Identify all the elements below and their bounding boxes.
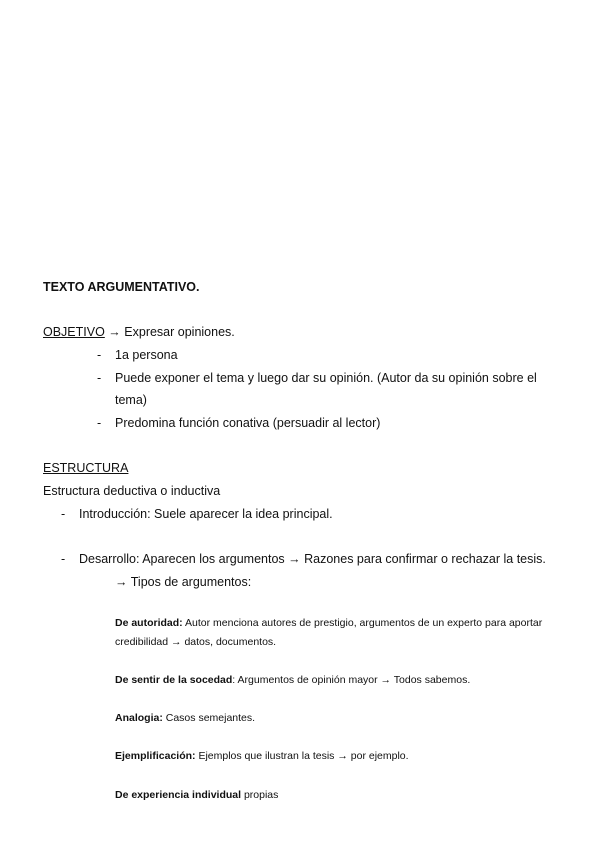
tipos-argumentos: → Tipos de argumentos: xyxy=(115,575,252,589)
argumento-text: : Argumentos de opinión mayor → Todos sabemos. xyxy=(232,674,471,686)
argumento-autoridad-cont: credibilidad → datos, documentos. xyxy=(115,636,277,648)
argumento-text: Casos semejantes. xyxy=(162,712,256,724)
document-title: TEXTO ARGUMENTATIVO. xyxy=(43,280,200,294)
estructura-item-introduccion: Introducción: Suele aparecer la idea principal. xyxy=(79,507,333,521)
argumento-term: De sentir de la socedad xyxy=(115,674,233,686)
argumento-term: De experiencia individual xyxy=(115,789,242,801)
argumento-ejemplificacion xyxy=(115,749,409,763)
objetivo-bullet-1: 1a persona xyxy=(115,348,178,362)
objetivo-heading xyxy=(43,324,235,340)
argumento-term: Analogia: xyxy=(115,712,163,724)
bullet-dash: - xyxy=(61,507,66,521)
objetivo-bullet-2: Puede exponer el tema y luego dar su opinión. (Autor da su opinión sobre el xyxy=(115,371,537,385)
objetivo-bullet-3: Predomina función conativa (persuadir al lector) xyxy=(115,416,381,430)
objetivo-bullet-2-cont: tema) xyxy=(115,393,147,407)
argumento-text: Ejemplos que ilustran la tesis → por ejemplo. xyxy=(195,750,409,762)
objetivo-label: OBJETIVO xyxy=(43,325,105,339)
estructura-label: ESTRUCTURA xyxy=(43,461,129,475)
argumento-term: De autoridad: xyxy=(115,617,183,629)
estructura-item-desarrollo: Desarrollo: Aparecen los argumentos → Razones para confirmar o rechazar la tesis. xyxy=(79,552,546,566)
estructura-subtitle: Estructura deductiva o inductiva xyxy=(43,484,221,498)
argumento-sentir xyxy=(115,673,470,687)
bullet-dash: - xyxy=(97,416,102,430)
argumento-experiencia xyxy=(115,788,278,802)
argumento-term: Ejemplificación: xyxy=(115,750,196,762)
bullet-dash: - xyxy=(97,348,102,362)
objetivo-text: → Expresar opiniones. xyxy=(104,325,235,339)
argumento-text: propias xyxy=(241,789,279,801)
argumento-text: Autor menciona autores de prestigio, argumentos de un experto para aportar xyxy=(182,617,543,629)
argumento-analogia xyxy=(115,711,255,725)
argumento-autoridad xyxy=(115,616,542,630)
bullet-dash: - xyxy=(61,552,66,566)
bullet-dash: - xyxy=(97,371,102,385)
